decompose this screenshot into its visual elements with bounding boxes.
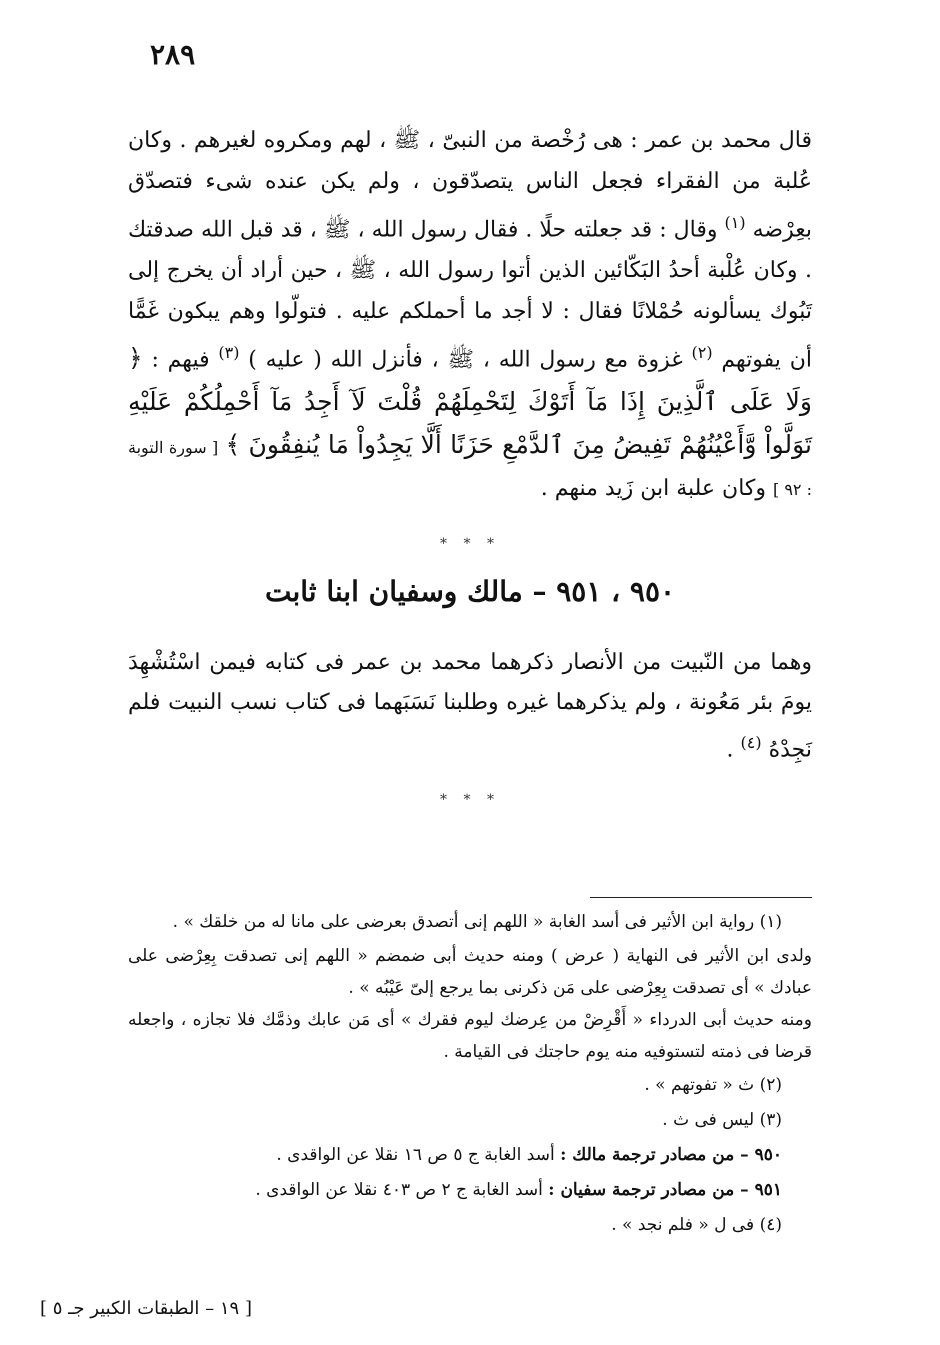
footnote-2: (٢) ث « تفوتهم » .	[644, 1075, 782, 1095]
main-text-block	[128, 120, 812, 510]
paragraph-2	[128, 643, 812, 770]
paragraph-2-text: وهما من النّبيت من الأنصار ذكرهما محمد بن عمر فى كتابه فيمن اسْتُشْهِدَ يومَ بئر مَعُونة ، ولم يذكرهما غيره وطلبنا نَسَبَهما فى كتاب نسب النبيت فلم نَجِدْهُ	[128, 650, 812, 763]
signature-mark: [ ١٩ – الطبقات الكبير جـ ٥ ]	[40, 1298, 252, 1319]
source-950-label: ٩٥٠ – من مصادر ترجمة مالك :	[560, 1145, 782, 1165]
source-950-text: أسد الغابة ج ٥ ص ١٦ نقلا عن الواقدى .	[276, 1145, 555, 1165]
paragraph-1-continued-3: فيهم :	[151, 347, 210, 373]
footnote-ref-1: (١)	[724, 213, 746, 232]
source-950	[128, 1138, 812, 1173]
footnote-1: (١) رواية ابن الأثير فى أسد الغابة « اللهم إنى أتصدق بعرضى على مانا له من خلقك » .	[172, 912, 782, 932]
source-951-text: أسد الغابة ج ٢ ص ٤٠٣ نقلا عن الواقدى .	[255, 1180, 543, 1200]
source-951	[128, 1173, 812, 1208]
footnote-ref-2: (٢)	[691, 343, 713, 363]
footnote-ref-3: (٣)	[218, 343, 240, 363]
footnote-rule	[590, 897, 812, 898]
paragraph-2-block	[128, 643, 812, 770]
paragraph-1-text: قال محمد بن عمر : هى رُخْصة من النبىّ ، ﷺ ، لهم ومكروه لغيرهم . وكان عُلبة من الفقراء فجعل الناس يتصدّقون ، ولم يكن عنده شىء فتصدّق بعِرْضه	[128, 128, 812, 243]
paragraph-1-continued-2: غزوة مع رسول الله ، ﷺ ، فأنزل الله ( عليه )	[248, 347, 683, 373]
footnote-1-b: ولدى ابن الأثير فى النهاية ( عرض ) ومنه حديث أبى ضمضم « اللهم إنى تصدقت بِعِرْضى على عبادك » أى تصدقت بِعِرْضى على مَن ذكرنى بما يرجع إلىّ عَيْبُه » .	[128, 946, 812, 998]
footnote-1-c: ومنه حديث أبى الدرداء « أَقْرِضْ من عِرضك ليوم فقرك » أى مَن عابك وذمَّك فلا تجازه ، واجعله قرضا فى ذمته لتستوفيه منه يوم حاجتك فى القيامة .	[128, 1010, 812, 1062]
paragraph-1	[128, 120, 812, 510]
paragraph-1-end: وكان علبة ابن زَيد منهم .	[540, 475, 766, 501]
quran-verse: ﴿ وَلَا عَلَى ٱلَّذِينَ إِذَا مَآ أَتَوْكَ لِتَحْمِلَهُمْ قُلْتَ لَآ أَجِدُ مَآ أَحْمِلُكُمْ عَلَيْهِ تَوَلَّواْ وَّأَعْيُنُهُمْ تَفِيضُ مِنَ ٱلدَّمْعِ حَزَنًا أَلَّا يَجِدُواْ مَا يُنفِقُونَ ﴾	[128, 343, 813, 459]
page-number: ٢٨٩	[150, 38, 196, 71]
footnotes	[128, 905, 812, 1243]
source-951-label: ٩٥١ – من مصادر ترجمة سفيان :	[548, 1180, 782, 1200]
footnote-3: (٣) ليس فى ث .	[662, 1110, 782, 1130]
paragraph-2-end: .	[726, 737, 734, 763]
quran-reference: [ سورة التوبة : ٩٢ ]	[128, 437, 812, 499]
paragraph-1-continued: وقال : قد جعلته حلًا . فقال رسول الله ، ﷺ ، قد قبل الله صدقتك . وكان عُلْبة أحدُ البَكّائين الذين أتوا رسول الله ، ﷺ ، حين أراد أن يخرج إلى تَبُوك يسألونه حُمْلانًا فقال : لا أجد ما أحملكم عليه . فتولّوا وهم يبكون غَمًّا أن يفوتهم	[128, 217, 812, 373]
footnote-ref-4: (٤)	[740, 733, 762, 752]
section-separator-2: * * *	[440, 792, 500, 808]
section-separator: * * *	[440, 536, 500, 552]
footnote-4: (٤) فى ل « فلم نجد » .	[611, 1215, 782, 1235]
section-heading: ٩٥٠ ، ٩٥١ – مالك وسفيان ابنا ثابت	[264, 575, 676, 608]
